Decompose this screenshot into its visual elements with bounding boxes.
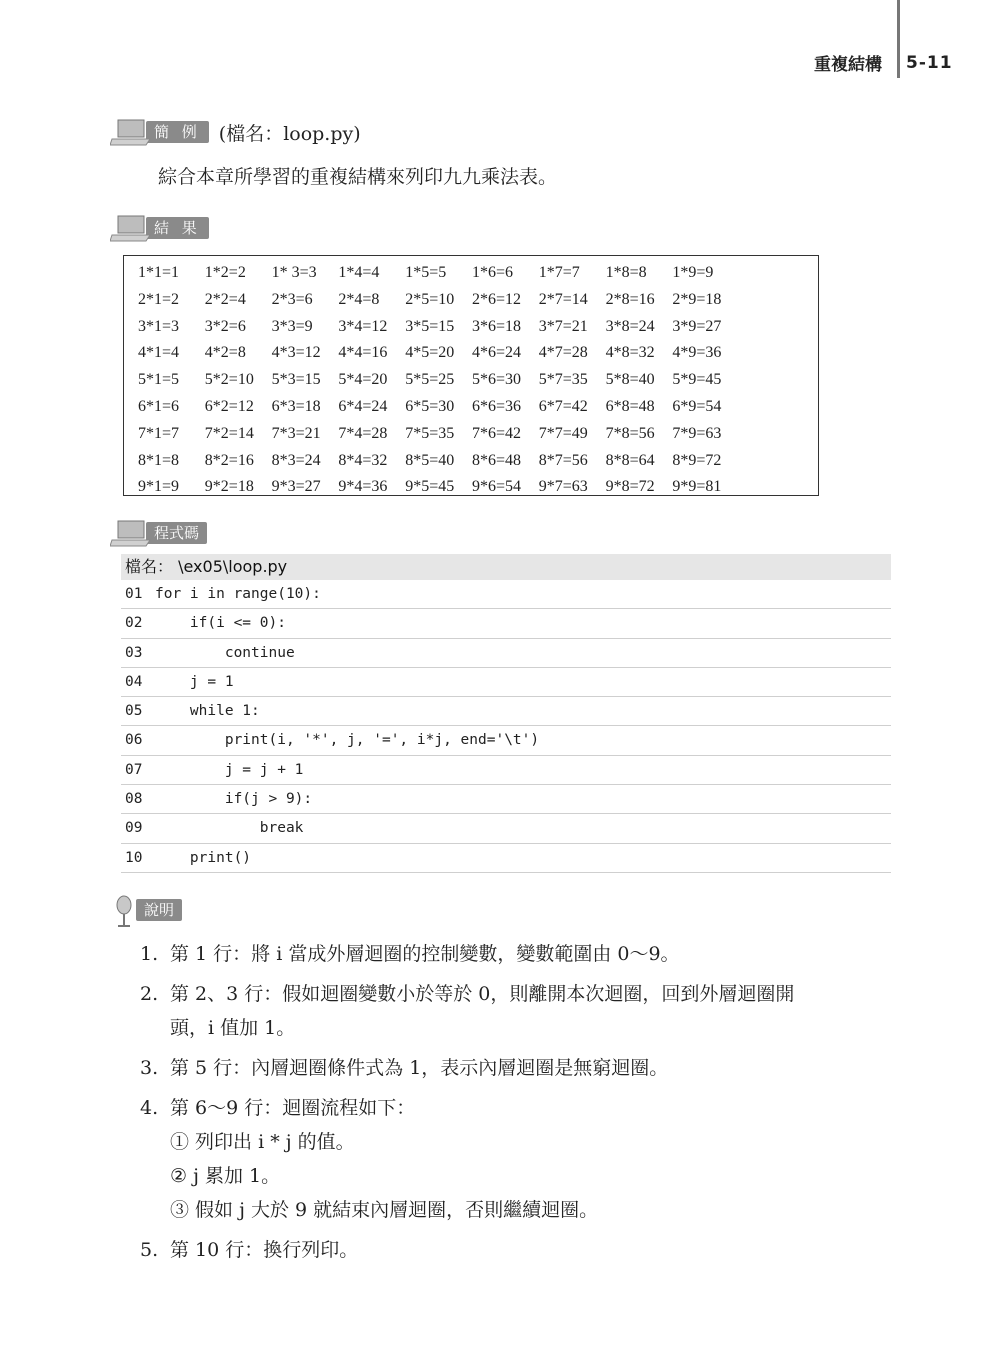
- line-number: 04: [125, 673, 143, 690]
- result-cell: 8*5=40: [405, 451, 455, 469]
- laptop-icon: [110, 213, 154, 243]
- example-filename: (檔名：loop.py): [218, 122, 361, 145]
- example-description: 綜合本章所學習的重複結構來列印九九乘法表。: [158, 166, 558, 188]
- result-cell: 2*5=10: [405, 290, 455, 308]
- code-line: [121, 814, 891, 843]
- result-cell: 2*8=16: [605, 290, 655, 308]
- result-cell: 9*8=72: [605, 478, 655, 496]
- result-cell: 2*9=18: [672, 290, 722, 308]
- item-number: 1.: [140, 943, 159, 965]
- item-text: 第 6～9 行：迴圈流程如下：: [170, 1097, 416, 1119]
- result-cell: 7*3=21: [271, 424, 321, 442]
- result-row: [138, 260, 818, 287]
- code-line: [121, 609, 891, 638]
- result-cell: 3*5=15: [405, 317, 455, 335]
- line-number: 01: [125, 586, 143, 602]
- explanation-item: [140, 1051, 900, 1085]
- item-number: 2.: [140, 983, 159, 1005]
- result-cell: 8*2=16: [204, 451, 254, 469]
- line-number: 10: [125, 849, 143, 866]
- result-cell: 2*7=14: [538, 290, 588, 308]
- line-number: 08: [125, 791, 143, 808]
- code-listing: [121, 554, 891, 873]
- result-cell: 6*8=48: [605, 397, 655, 415]
- example-heading: [110, 117, 361, 147]
- item-number: 3.: [140, 1057, 159, 1079]
- result-cell: 8*6=48: [471, 451, 522, 469]
- result-cell: 5*5=25: [405, 371, 455, 389]
- result-cell: 9*1=9: [138, 478, 180, 496]
- result-cell: 3*8=24: [605, 317, 655, 335]
- result-cell: 7*6=42: [471, 424, 522, 442]
- result-cell: 7*2=14: [204, 424, 254, 442]
- code-line: [121, 580, 891, 609]
- result-cell: 7*4=28: [338, 424, 388, 442]
- result-cell: 5*3=15: [271, 371, 321, 389]
- result-row: [138, 340, 818, 367]
- result-cell: 7*1=7: [138, 424, 180, 442]
- line-number: 09: [125, 820, 143, 837]
- result-cell: 8*7=56: [538, 451, 588, 469]
- code-text: j = j + 1: [155, 761, 304, 778]
- sub-step: ③ 假如 j 大於 9 就結束內層迴圈，否則繼續迴圈。: [170, 1199, 599, 1221]
- result-output-box: [123, 255, 819, 496]
- result-cell: 5*1=5: [138, 371, 180, 389]
- laptop-icon: [110, 117, 154, 147]
- sub-step: ① 列印出 i * j 的值。: [170, 1131, 355, 1153]
- result-cell: 4*7=28: [538, 344, 588, 362]
- result-cell: 8*9=72: [672, 451, 722, 469]
- laptop-icon: [110, 518, 154, 548]
- result-cell: 9*6=54: [471, 478, 522, 496]
- result-cell: 3*1=3: [138, 317, 180, 335]
- code-line: [121, 844, 891, 873]
- result-row: [138, 314, 818, 341]
- result-cell: 1*9=9: [672, 264, 714, 281]
- chapter-title: 重複結構: [814, 55, 882, 75]
- result-cell: 2*4=8: [338, 290, 380, 308]
- code-text: print(): [155, 849, 252, 866]
- result-cell: 2*6=12: [471, 290, 522, 308]
- result-cell: 1*4=4: [338, 264, 380, 281]
- result-cell: 4*2=8: [204, 344, 246, 362]
- result-row: [138, 394, 818, 421]
- result-row: [138, 287, 818, 314]
- result-cell: 5*7=35: [538, 371, 588, 389]
- item-text: 第 2、3 行：假如迴圈變數小於等於 0，則離開本次迴圈，回到外層迴圈開: [170, 983, 795, 1005]
- result-cell: 4*1=4: [138, 344, 180, 362]
- line-number: 06: [125, 732, 143, 749]
- item-number: 4.: [140, 1097, 159, 1119]
- result-cell: 6*5=30: [405, 397, 455, 415]
- item-text: 第 5 行：內層迴圈條件式為 1，表示內層迴圈是無窮迴圈。: [170, 1057, 669, 1079]
- result-cell: 3*7=21: [538, 317, 588, 335]
- explanation-list: [140, 937, 900, 1273]
- item-text: 第 1 行：將 i 當成外層迴圈的控制變數，變數範圍由 0～9。: [170, 943, 680, 965]
- explanation-label: 說明: [136, 899, 182, 921]
- result-cell: 6*4=24: [338, 397, 388, 415]
- code-text: break: [155, 820, 304, 837]
- code-text: j = 1: [155, 673, 234, 690]
- result-cell: 6*9=54: [672, 397, 722, 415]
- code-text: if(i <= 0):: [155, 615, 286, 632]
- code-filename: 檔名： \ex05\loop.py: [121, 554, 891, 580]
- result-cell: 6*7=42: [538, 397, 588, 415]
- result-cell: 9*7=63: [538, 478, 588, 496]
- result-cell: 9*3=27: [271, 478, 321, 496]
- page-number: 5-11: [906, 53, 953, 73]
- result-cell: 9*4=36: [338, 478, 388, 496]
- result-cell: 7*5=35: [405, 424, 455, 442]
- result-row: [138, 474, 818, 501]
- line-number: 03: [125, 644, 143, 661]
- line-number: 02: [125, 615, 143, 632]
- result-cell: 6*1=6: [138, 397, 180, 415]
- result-cell: 5*2=10: [204, 371, 254, 389]
- result-row: [138, 367, 818, 394]
- result-cell: 8*8=64: [605, 451, 655, 469]
- result-cell: 1* 3=3: [271, 264, 317, 281]
- header-divider: [897, 0, 900, 78]
- result-cell: 3*3=9: [271, 317, 313, 335]
- result-cell: 3*2=6: [204, 317, 246, 335]
- example-label: 簡 例: [146, 121, 209, 143]
- explanation-item: [140, 1233, 900, 1267]
- code-line: [121, 639, 891, 668]
- result-cell: 7*7=49: [538, 424, 588, 442]
- explanation-item: [140, 937, 900, 971]
- result-cell: 1*1=1: [138, 264, 180, 281]
- result-cell: 4*9=36: [672, 344, 722, 362]
- code-line: [121, 726, 891, 755]
- result-cell: 1*6=6: [471, 264, 514, 281]
- code-text: for i in range(10):: [155, 586, 321, 602]
- result-cell: 6*6=36: [471, 397, 522, 415]
- result-cell: 3*4=12: [338, 317, 388, 335]
- microphone-icon: [110, 895, 144, 925]
- explanation-heading: [110, 895, 182, 925]
- sub-step: ② j 累加 1。: [170, 1165, 281, 1187]
- code-label: 程式碼: [146, 522, 207, 544]
- result-label: 結 果: [146, 217, 209, 239]
- item-text-continued: 頭，i 值加 1。: [170, 1017, 296, 1039]
- code-line: [121, 697, 891, 726]
- result-cell: 4*8=32: [605, 344, 655, 362]
- result-cell: 2*1=2: [138, 290, 180, 308]
- result-cell: 3*9=27: [672, 317, 722, 335]
- result-cell: 6*2=12: [204, 397, 254, 415]
- result-cell: 3*6=18: [471, 317, 522, 335]
- result-cell: 7*8=56: [605, 424, 655, 442]
- result-cell: 8*1=8: [138, 451, 180, 469]
- result-cell: 9*2=18: [204, 478, 254, 496]
- code-text: if(j > 9):: [155, 791, 313, 808]
- result-cell: 6*3=18: [271, 397, 321, 415]
- code-heading: [110, 518, 207, 548]
- result-cell: 2*3=6: [271, 290, 313, 308]
- code-text: print(i, '*', j, '=', i*j, end='\t'): [155, 732, 540, 749]
- result-cell: 5*6=30: [471, 371, 522, 389]
- result-cell: 4*3=12: [271, 344, 321, 362]
- result-cell: 8*3=24: [271, 451, 321, 469]
- result-cell: 1*5=5: [405, 264, 447, 281]
- result-cell: 7*9=63: [672, 424, 722, 442]
- result-cell: 5*8=40: [605, 371, 655, 389]
- result-row: [138, 421, 818, 448]
- code-line: [121, 668, 891, 697]
- line-number: 05: [125, 703, 143, 720]
- result-cell: 4*6=24: [471, 344, 522, 362]
- result-cell: 1*8=8: [605, 264, 647, 281]
- result-cell: 2*2=4: [204, 290, 246, 308]
- result-cell: 4*5=20: [405, 344, 455, 362]
- explanation-item: [140, 1091, 900, 1227]
- result-cell: 4*4=16: [338, 344, 388, 362]
- explanation-item: [140, 977, 900, 1045]
- result-cell: 9*5=45: [405, 478, 455, 496]
- result-cell: 5*9=45: [672, 371, 722, 389]
- result-cell: 8*4=32: [338, 451, 388, 469]
- code-text: continue: [155, 644, 295, 661]
- line-number: 07: [125, 761, 143, 778]
- code-text: while 1:: [155, 703, 260, 720]
- code-line: [121, 785, 891, 814]
- result-cell: 5*4=20: [338, 371, 388, 389]
- result-cell: 1*7=7: [538, 264, 580, 281]
- result-row: [138, 448, 818, 475]
- result-heading: [110, 213, 209, 243]
- result-cell: 1*2=2: [204, 264, 246, 281]
- item-number: 5.: [140, 1239, 159, 1261]
- result-cell: 9*9=81: [672, 478, 722, 496]
- item-text: 第 10 行：換行列印。: [170, 1239, 359, 1261]
- code-line: [121, 756, 891, 785]
